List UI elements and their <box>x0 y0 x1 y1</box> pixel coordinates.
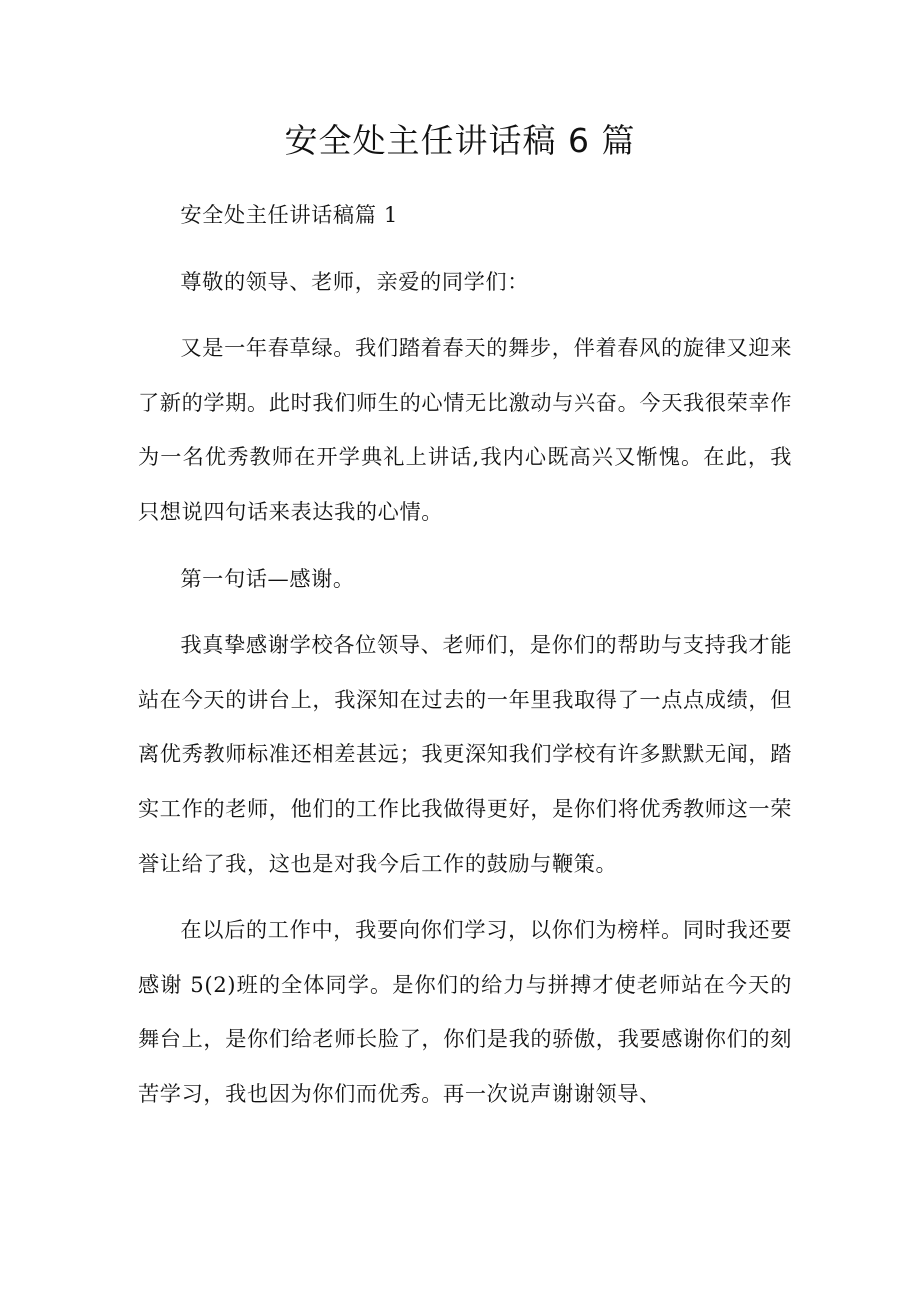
salutation-paragraph: 尊敬的领导、老师，亲爱的同学们： <box>180 268 529 294</box>
body-paragraph: 在以后的工作中，我要向你们学习，以你们为榜样。同时我还要感谢 5(2)班的全体同学。是你们的给力与拼搏才使老师站在今天的舞台上，是你们给老师长脸了，你们是我的骄傲，我要感谢你们的刻苦学习，我也因为你们而优秀。再一次说声谢谢领导、 <box>138 917 792 1106</box>
document-title: 安全处主任讲话稿 6 篇 <box>284 121 636 160</box>
body-paragraph: 我真挚感谢学校各位领导、老师们，是你们的帮助与支持我才能站在今天的讲台上，我深知在过去的一年里我取得了一点点成绩，但离优秀教师标准还相差甚远；我更深知我们学校有许多默默无闻，踏实工作的老师，他们的工作比我做得更好，是你们将优秀教师这一荣誉让给了我，这也是对我今后工作的鼓励与鞭策。 <box>138 632 792 876</box>
document-body <box>138 188 792 1134</box>
section-heading: 安全处主任讲话稿篇 1 <box>180 202 398 227</box>
point-heading: 第一句话—感谢。 <box>180 565 355 591</box>
body-paragraph: 又是一年春草绿。我们踏着春天的舞步，伴着春风的旋律又迎来了新的学期。此时我们师生的心情无比激动与兴奋。今天我很荣幸作为一名优秀教师在开学典礼上讲话,我内心既高兴又惭愧。在此，我只想说四句话来表达我的心情。 <box>138 335 792 524</box>
